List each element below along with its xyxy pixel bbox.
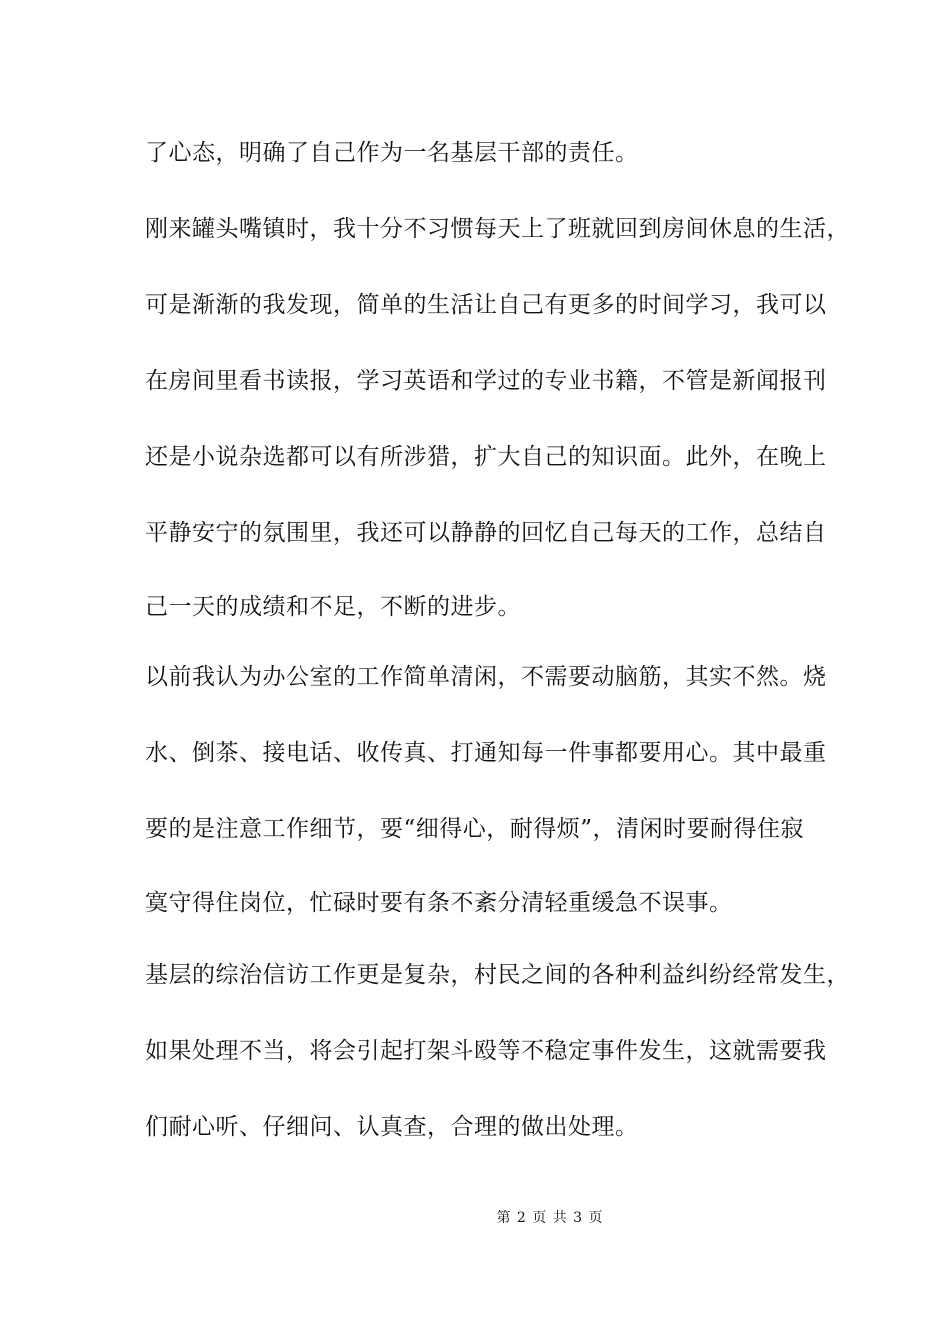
text-line: 己一天的成绩和不足，不断的进步。 <box>145 594 521 620</box>
text-line: 基层的综治信访工作更是复杂，村民之间的各种利益纠纷经常发生， <box>145 962 850 988</box>
text-line: 了心态，明确了自己作为一名基层干部的责任。 <box>145 140 639 166</box>
text-line: 在房间里看书读报，学习英语和学过的专业书籍，不管是新闻报刊 <box>145 368 827 394</box>
text-line: 平静安宁的氛围里，我还可以静静的回忆自己每天的工作，总结自 <box>145 520 827 546</box>
text-line: 以前我认为办公室的工作简单清闲，不需要动脑筋，其实不然。烧 <box>145 664 827 690</box>
text-line: 寞守得住岗位，忙碌时要有条不紊分清轻重缓急不误事。 <box>145 890 733 916</box>
text-line: 水、倒茶、接电话、收传真、打通知每一件事都要用心。其中最重 <box>145 740 827 766</box>
page-number-footer: 第 2 页 共 3 页 <box>496 1210 604 1226</box>
text-line: 刚来罐头嘴镇时，我十分不习惯每天上了班就回到房间休息的生活， <box>145 216 850 242</box>
text-line: 还是小说杂选都可以有所涉猎，扩大自己的知识面。此外，在晚上 <box>145 444 827 470</box>
text-line: 如果处理不当，将会引起打架斗殴等不稳定事件发生，这就需要我 <box>145 1038 827 1064</box>
text-line: 可是渐渐的我发现，简单的生活让自己有更多的时间学习，我可以 <box>145 292 827 318</box>
text-line: 们耐心听、仔细问、认真查，合理的做出处理。 <box>145 1114 639 1140</box>
text-line: 要的是注意工作细节，要“细得心，耐得烦”，清闲时要耐得住寂 <box>145 816 805 842</box>
